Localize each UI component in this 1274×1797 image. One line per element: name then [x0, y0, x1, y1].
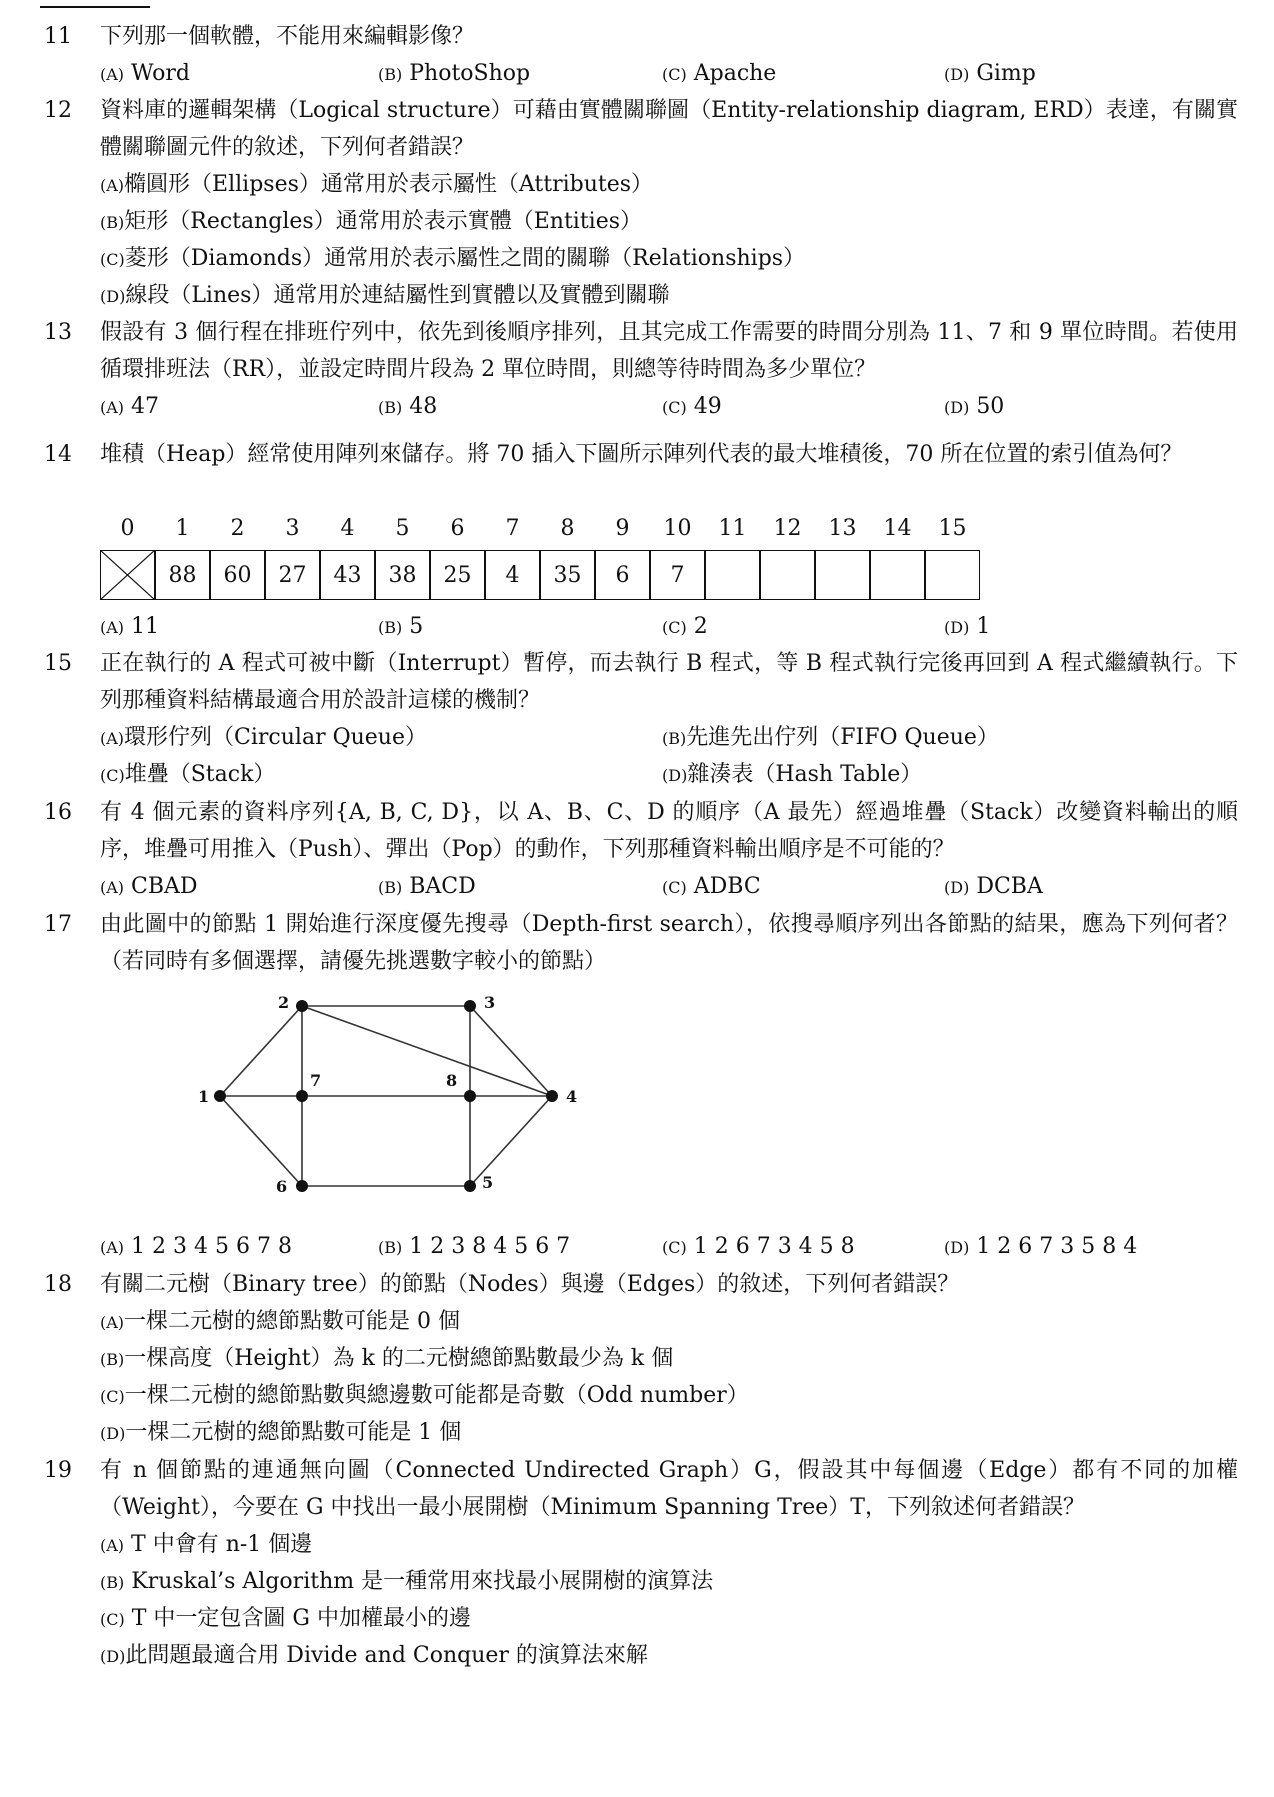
- option-b[interactable]: (B)矩形（Rectangles）通常用於表示實體（Entities）: [100, 209, 643, 234]
- graph-edge: [470, 1006, 552, 1096]
- graph-node-label: 5: [482, 1173, 494, 1192]
- option-d[interactable]: (D) 1: [944, 614, 991, 639]
- heap-index-label: 15: [938, 516, 967, 541]
- question-number: 19: [44, 1458, 72, 1483]
- option-a[interactable]: (A) T 中會有 n-1 個邊: [100, 1532, 313, 1557]
- question-text: 正在執行的 A 程式可被中斷（Interrupt）暫停，而去執行 B 程式，等 B 程式執行完後再回到 A 程式繼續執行。下列那種資料結構最適合用於設計這樣的機制？: [100, 651, 1238, 713]
- graph-node-label: 6: [276, 1177, 288, 1196]
- option-b[interactable]: (B) 48: [378, 394, 438, 419]
- question-number: 18: [44, 1272, 72, 1297]
- option-c[interactable]: (C) 2: [662, 614, 708, 639]
- heap-cell: 88: [155, 550, 210, 600]
- graph-node: [464, 1000, 476, 1012]
- options-row: [100, 388, 1240, 425]
- heap-index-label: 9: [615, 516, 630, 541]
- header-rule: [40, 6, 150, 8]
- graph-node: [546, 1090, 558, 1102]
- heap-index-label: 4: [340, 516, 355, 541]
- question-text: 有 4 個元素的資料序列{A, B, C, D}，以 A、B、C、D 的順序（A 最先）經過堆疊（Stack）改變資料輸出的順序，堆疊可用推入（Push）、彈出（Pop）的動作，下列那種資料輸出順序是不可能的？: [100, 800, 1238, 862]
- heap-index-label: 5: [395, 516, 410, 541]
- option-a[interactable]: (A) Word: [100, 61, 191, 86]
- graph-diagram: [180, 986, 600, 1216]
- options-row: [100, 1228, 1240, 1265]
- heap-index-label: 2: [230, 516, 245, 541]
- cross-mark-icon: [100, 550, 155, 600]
- question-text: 有 n 個節點的連通無向圖（Connected Undirected Graph）G，假設其中每個邊（Edge）都有不同的加權（Weight），今要在 G 中找出一最小展開樹（Minimum Spanning Tree）T，下列敘述何者錯誤？: [100, 1458, 1238, 1520]
- graph-node: [296, 1000, 308, 1012]
- option-b[interactable]: (B)先進先出佇列（FIFO Queue）: [662, 725, 999, 750]
- question-number: 14: [44, 442, 72, 467]
- options-row: [100, 608, 1240, 645]
- option-d[interactable]: (D)線段（Lines）通常用於連結屬性到實體以及實體到關聯: [100, 283, 670, 308]
- question-text: 有關二元樹（Binary tree）的節點（Nodes）與邊（Edges）的敘述，下列何者錯誤？: [100, 1272, 960, 1297]
- graph-edge: [302, 1006, 552, 1096]
- graph-edge: [220, 1096, 302, 1186]
- option-a[interactable]: (A) 47: [100, 394, 160, 419]
- heap-index-label: 11: [718, 516, 747, 541]
- option-d[interactable]: (D)雜湊表（Hash Table）: [662, 762, 923, 787]
- graph-node-label: 1: [198, 1087, 210, 1106]
- option-a[interactable]: (A)環形佇列（Circular Queue）: [100, 725, 427, 750]
- question-text: 資料庫的邏輯架構（Logical structure）可藉由實體關聯圖（Entity-relationship diagram, ERD）表達，有關實體關聯圖元件的敘述，下列何者錯誤？: [100, 98, 1238, 160]
- options-row: [100, 868, 1240, 905]
- graph-node-label: 4: [566, 1087, 578, 1106]
- option-a[interactable]: (A)一棵二元樹的總節點數可能是 0 個: [100, 1309, 461, 1334]
- graph-node-label: 7: [310, 1071, 322, 1090]
- question-text: 由此圖中的節點 1 開始進行深度優先搜尋（Depth-first search），依搜尋順序列出各節點的結果，應為下列何者？（若同時有多個選擇，請優先挑選數字較小的節點）: [100, 912, 1238, 974]
- heap-index-label: 13: [828, 516, 857, 541]
- heap-cell: 7: [650, 550, 705, 600]
- option-b[interactable]: (B) 1 2 3 8 4 5 6 7: [378, 1234, 571, 1259]
- heap-cell: 4: [485, 550, 540, 600]
- heap-index-label: 12: [773, 516, 802, 541]
- heap-index-label: 10: [663, 516, 692, 541]
- options-row: [100, 55, 1240, 92]
- option-b[interactable]: (B) PhotoShop: [378, 61, 531, 86]
- option-d[interactable]: (D) 50: [944, 394, 1005, 419]
- graph-node-label: 2: [278, 993, 290, 1012]
- option-d[interactable]: (D)此問題最適合用 Divide and Conquer 的演算法來解: [100, 1643, 648, 1668]
- heap-cell: 43: [320, 550, 375, 600]
- graph-node-label: 8: [446, 1071, 458, 1090]
- heap-index-label: 6: [450, 516, 465, 541]
- heap-cell: 60: [210, 550, 265, 600]
- option-b[interactable]: (B) BACD: [378, 874, 476, 899]
- question-number: 11: [44, 24, 72, 49]
- heap-cell: 38: [375, 550, 430, 600]
- question-number: 15: [44, 651, 72, 676]
- graph-edge: [220, 1006, 302, 1096]
- option-c[interactable]: (C) 1 2 6 7 3 4 5 8: [662, 1234, 855, 1259]
- option-b[interactable]: (B) 5: [378, 614, 424, 639]
- question-text: 下列那一個軟體，不能用來編輯影像？: [100, 24, 475, 49]
- option-c[interactable]: (C)一棵二元樹的總節點數與總邊數可能都是奇數（Odd number）: [100, 1383, 749, 1408]
- heap-cell: 6: [595, 550, 650, 600]
- option-a[interactable]: (A) CBAD: [100, 874, 198, 899]
- heap-index-label: 14: [883, 516, 912, 541]
- option-d[interactable]: (D) 1 2 6 7 3 5 8 4: [944, 1234, 1138, 1259]
- option-d[interactable]: (D)一棵二元樹的總節點數可能是 1 個: [100, 1420, 462, 1445]
- heap-index-label: 1: [175, 516, 190, 541]
- heap-index-label: 8: [560, 516, 575, 541]
- graph-node: [214, 1090, 226, 1102]
- option-c[interactable]: (C) T 中一定包含圖 G 中加權最小的邊: [100, 1606, 471, 1631]
- heap-index-label: 7: [505, 516, 520, 541]
- question-number: 12: [44, 98, 72, 123]
- option-b[interactable]: (B)一棵高度（Height）為 k 的二元樹總節點數最少為 k 個: [100, 1346, 674, 1371]
- option-d[interactable]: (D) Gimp: [944, 61, 1036, 86]
- graph-node: [296, 1180, 308, 1192]
- option-a[interactable]: (A) 1 2 3 4 5 6 7 8: [100, 1234, 292, 1259]
- question-number: 16: [44, 800, 72, 825]
- graph-node: [464, 1090, 476, 1102]
- heap-cell: [705, 550, 760, 600]
- heap-cell: [870, 550, 925, 600]
- question-number: 17: [44, 912, 72, 937]
- question-number: 13: [44, 320, 72, 345]
- heap-cell: 25: [430, 550, 485, 600]
- option-c[interactable]: (C) Apache: [662, 61, 777, 86]
- graph-node: [464, 1180, 476, 1192]
- option-c[interactable]: (C) ADBC: [662, 874, 761, 899]
- heap-cell: 27: [265, 550, 320, 600]
- heap-cell: [760, 550, 815, 600]
- option-a[interactable]: (A)橢圓形（Ellipses）通常用於表示屬性（Attributes）: [100, 172, 654, 197]
- heap-array-figure: [100, 514, 1000, 604]
- heap-cell: [925, 550, 980, 600]
- option-a[interactable]: (A) 11: [100, 614, 160, 639]
- heap-cell: 35: [540, 550, 595, 600]
- option-b[interactable]: (B) Kruskal’s Algorithm 是一種常用來找最小展開樹的演算法: [100, 1569, 714, 1594]
- heap-cell: [815, 550, 870, 600]
- graph-node: [296, 1090, 308, 1102]
- graph-node-label: 3: [484, 993, 496, 1012]
- heap-cell-unused: [100, 550, 155, 600]
- option-c[interactable]: (C)堆疊（Stack）: [100, 762, 276, 787]
- question-text: 堆積（Heap）經常使用陣列來儲存。將 70 插入下圖所示陣列代表的最大堆積後，70 所在位置的索引值為何？: [100, 442, 1183, 467]
- option-c[interactable]: (C)菱形（Diamonds）通常用於表示屬性之間的關聯（Relationships）: [100, 246, 806, 271]
- option-c[interactable]: (C) 49: [662, 394, 722, 419]
- question-text: 假設有 3 個行程在排班佇列中，依先到後順序排列，且其完成工作需要的時間分別為 11、7 和 9 單位時間。若使用循環排班法（RR），並設定時間片段為 2 單位時間，則總等待時間為多少單位？: [100, 320, 1238, 382]
- heap-index-label: 3: [285, 516, 300, 541]
- heap-index-label: 0: [120, 516, 135, 541]
- option-d[interactable]: (D) DCBA: [944, 874, 1043, 899]
